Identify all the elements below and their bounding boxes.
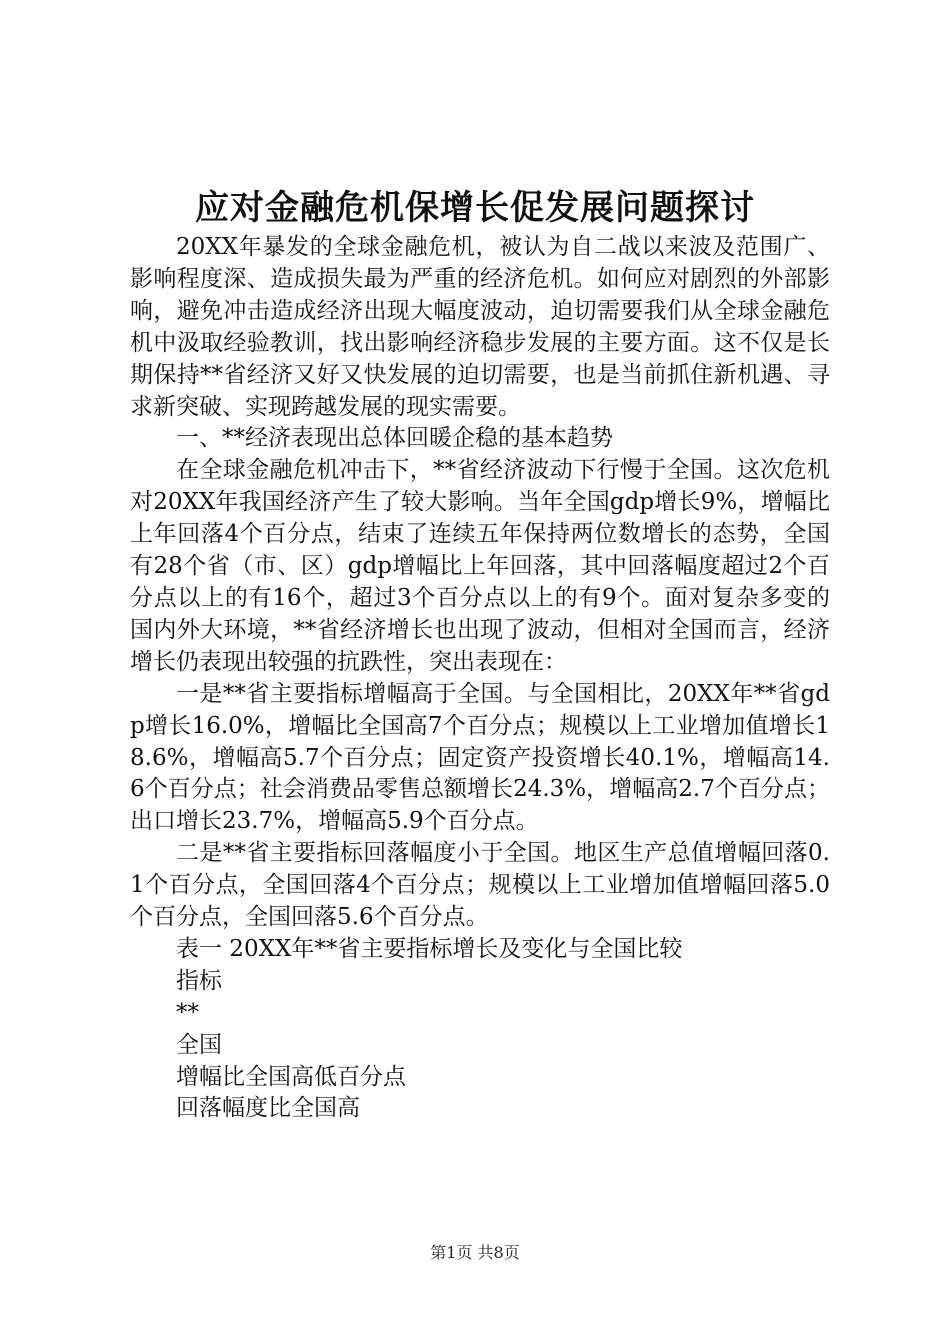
table-caption: 表一 20XX年**省主要指标增长及变化与全国比较 [176,935,683,962]
table-header-indicator: 指标 [176,967,222,994]
paragraph-intro: 20XX年暴发的全球金融危机，被认为自二战以来波及范围广、影响程度深、造成损失最为严重的经济危机。如何应对剧烈的外部影响，避免冲击造成经济出现大幅度波动，迫切需要我们从全球金融危机中汲取经验教训，找出影响经济稳步发展的主要方面。这不仅是长期保持**省经济又好又快发展的迫切需要，也是当前抓住新机遇、寻求新突破、实现跨越发展的现实需要。 [130,234,830,420]
paragraph-point-2: 二是**省主要指标回落幅度小于全国。地区生产总值增幅回落0.1个百分点，全国回落4个百分点；规模以上工业增加值增幅回落5.0个百分点，全国回落5.6个百分点。 [130,840,830,931]
table-header-province: ** [176,999,199,1026]
table-header-growth-diff: 增幅比全国高低百分点 [176,1063,406,1090]
document-title: 应对金融危机保增长促发展问题探讨 [195,188,755,228]
table-header-decline-diff: 回落幅度比全国高 [176,1095,360,1122]
table-header-nation: 全国 [176,1031,222,1058]
paragraph-point-1: 一是**省主要指标增幅高于全国。与全国相比，20XX年**省gdp增长16.0%，增幅比全国高7个百分点；规模以上工业增加值增长18.6%，增幅高5.7个百分点；固定资产投资增长40.1%，增幅高14.6个百分点；社会消费品零售总额增长24.3%，增幅高2.7个百分点；出口增长23.7%，增幅高5.9个百分点。 [130,680,830,835]
paragraph-overview: 在全球金融危机冲击下，**省经济波动下行慢于全国。这次危机对20XX年我国经济产生了较大影响。当年全国gdp增长9%，增幅比上年回落4个百分点，结束了连续五年保持两位数增长的态势，全国有28个省（市、区）gdp增幅比上年回落，其中回落幅度超过2个百分点以上的有16个，超过3个百分点以上的有9个。面对复杂多变的国内外大环境，**省经济增长也出现了波动，但相对全国而言，经济增长仍表现出较强的抗跌性，突出表现在： [130,457,830,675]
section-heading-1: 一、**经济表现出总体回暖企稳的基本趋势 [176,425,613,452]
document-body [130,232,830,1125]
page-number: 第1页 共8页 [430,1243,520,1262]
